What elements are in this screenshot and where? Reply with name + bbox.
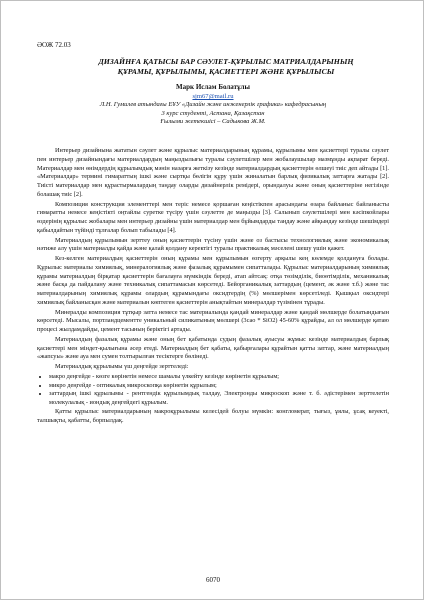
- list-item: • макро деңгейде - көзге көрінетін немесе шамалы үлкейту кезінде көрінетін құрылым;: [49, 373, 389, 382]
- paragraph-3: Материалдың құрылымын зерттеу оның қасиеттерін түсіну үшін және оз бастысы технологиялық және экономикалық нәтиже алу үшін материалды қайда және қалай қолдану керектігі туралы практикалық мәселені шешу үшін қажет.: [37, 236, 389, 253]
- paragraph-5: Минералды композиция тұтқыр затта немесе тас материалында қандай минералдар және қандай мөлшерде болатындығын көрсетеді. Мысалы, портландцементте уникальный силикатының мөлшері (3сао * SiO2) 45-60% құрайды, ал ол мөлшерде қатаю процесі жылдамдайды, цемент тасының беріктігі артады.: [37, 308, 389, 333]
- author-email-link[interactable]: sjm67@mail.ru: [192, 93, 234, 100]
- affiliation-line-3: Ғылыми жетекшісі – Садыкова Ж.М.: [160, 118, 266, 126]
- affiliation-line-2: 3 курс студенті, Астана, Қазақстан: [161, 109, 265, 117]
- title-line-2: ҚҰРАМЫ, ҚҰРЫЛЫМЫ, ҚАСИЕТТЕРІ ЖӘНЕ ҚҰРЫЛЫСЫ: [117, 67, 335, 76]
- list-item: • микро деңгейде - оптикалық микроскопқа көрінетін құрылым;: [49, 382, 389, 391]
- author-name: Марк Ислам Болатұлы: [176, 83, 250, 91]
- affiliation-line-1: Л.Н. Гумилев атындағы ЕҰУ «Дизайн және инженерлік графика» кафедрасының: [99, 101, 327, 108]
- paragraph-7: Материалдық құрылымы үш деңгейде зерттеледі:: [55, 363, 189, 370]
- udc-code: ӘОЖ 72.03: [37, 41, 71, 49]
- list-item: • заттардың ішкі құрылымы - рентгендік құрылымдық талдау, Электронды микроскоп және т. б. әдістерімен зерттелетін молекулалық - иондық деңгейдегі құрылым.: [49, 390, 389, 408]
- paragraph-1: Интерьер дизайнына жататын сәулет және құрылыс материалдарының құрамы, құрылымы мен қасиеттері туралы сәулет пен интерьер дизайнындағы материалдардың маңыздылығы туралы сәулетшілер мен жобалаушылар мазмұнды ақпарат береді. Материалдар мен өнімдердің құрылымдық мәнін назарға жеткізу кезінде материалдардың қасиеттерін өлшеуі тиіс деп айтады [1]. «Материалдар» термині гимараттың ішкі және сыртқы бөлігін құру үшін жиналатын барлық физикалық заттарға жатады [2]. Тиісті материалдар мен құрастырмалардың таңдау оларды дизайнерлік ремідері, орындалуы және оның қасиеттеріне негізінде болашақ тиіс [2].: [37, 147, 389, 198]
- paragraph-6: Материалдың фазалық құрамы және оның бет қабатында судың фазалық ауысуы жұмыс кезінде материалдың барлық қасиеттері мен міндет-қылығына әсер етеді. Материалдың бет қабаты, қабырғалары құрайтын қатты заттар, және материалдың «жапсуы» және ауа мен сумен толтырылған тесіктерге бөлінеді.: [37, 335, 389, 361]
- paragraph-4: Кез-келген материалдың қасиеттерін оның құрамы мен құрылымын өзгерту арқылы кең көлемде қолдануға болады. Құрылыс материалы химиялық, минералогиялық және фазалық құрамымен сипатталады. Құрылыс материалдарының химиялық құрамы материалдың бірқатар қасиеттерін бағалауға мүмкіндік береді, атап айтсақ: отқа төзімділік, биоөтімділік, механикалық және басқа да пайдалану және техникалық сипаттамасын көрсетеді. Бейорганикалық заттардың (цемент, әк және т.б.) және тас материалдарының химиялық құрамы олардың құрамындағы оксидтердің (%) мөлшерімен көрсетіледі. Қышқыл оксидтері химиялық байланысқан және материалын көптеген қасиеттерін анықтайтын минералдар түзімінен тұрады.: [37, 255, 389, 306]
- article-body: [37, 147, 389, 426]
- affiliation: [1, 101, 424, 127]
- page-number: 6070: [206, 576, 220, 584]
- article-title: [61, 57, 391, 77]
- paragraph-2: Композиция конструкция элементтері мен теріс немесе қоршаған кеңістікпен арасындағы өзара байланыс байланысты гимаратты немесе кеңістікті оңтайлы суретке түсіру үшін сәулетте де маңызды [3]. Салынып сәулетшілері мен кәсіпкойлары өздерінің құрылыс жобалары мен интерьер дизайны үшін материалдар мен бұйымдарды таңдау және айқындау кезінде шешімдері қабылдайтын түйінді тұлғалар болып табылады [4].: [37, 200, 389, 234]
- structure-levels-list: [37, 373, 389, 408]
- title-line-1: ДИЗАЙНҒА ҚАТЫСЫ БАР СӘУЛЕТ-ҚҰРЫЛЫС МАТРИАЛДАРЫНЫҢ: [98, 57, 354, 66]
- paragraph-8: Қатты құрылыс материалдарының макроқұрылымы келесідей болуы мүмкін: конгломерат, тығыз, ұялы, ұсақ кеуекті, талшықты, қабатты, борпылдақ.: [37, 407, 389, 424]
